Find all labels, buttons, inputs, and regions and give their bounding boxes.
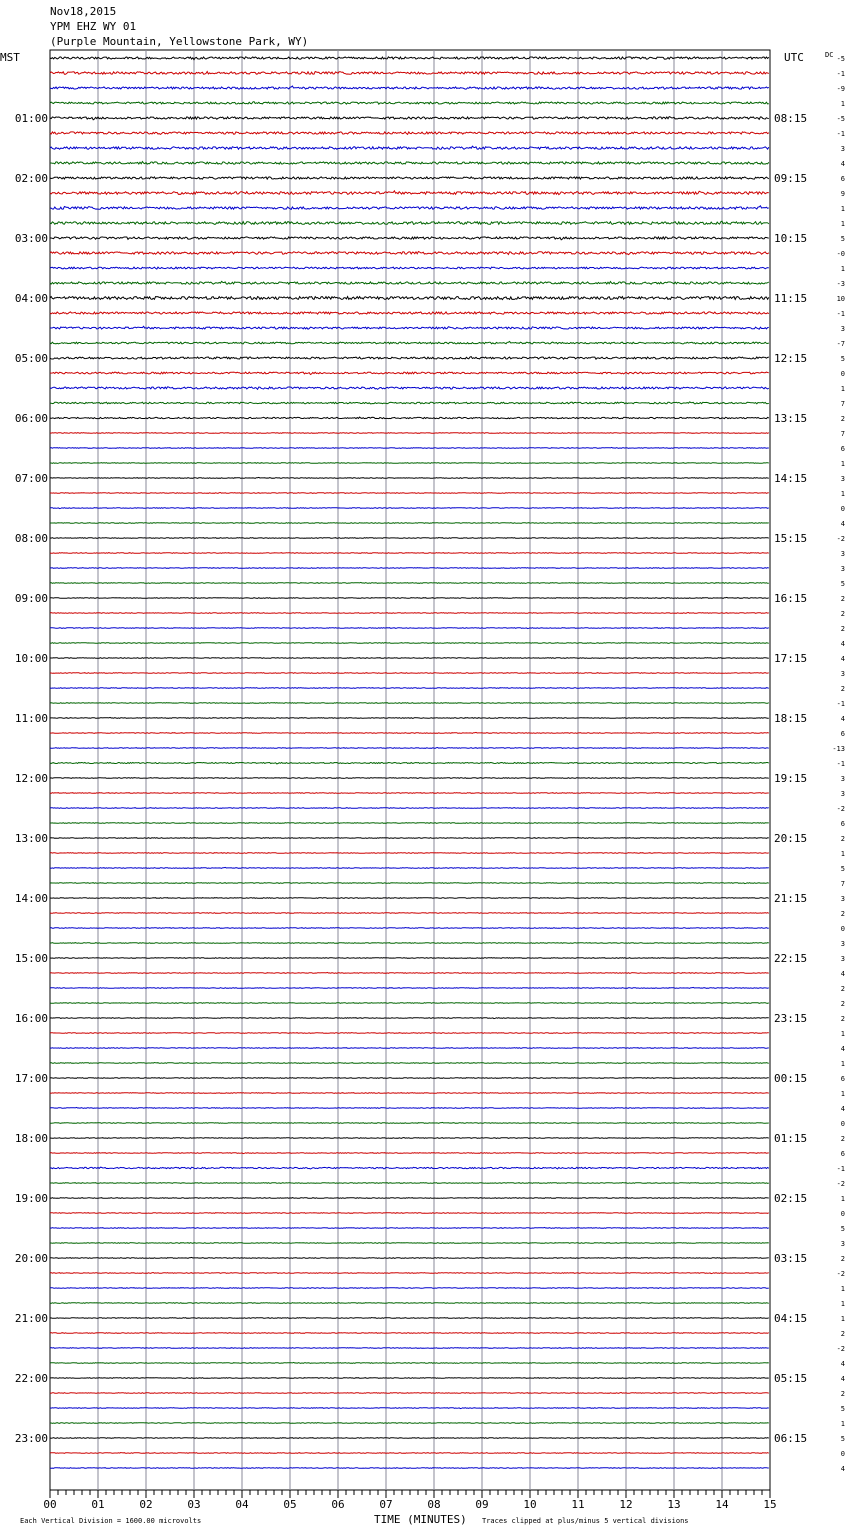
dc-offset-label: 2: [840, 415, 845, 423]
utc-hour-label: 02:15: [774, 1192, 808, 1205]
mst-hour-label: 22:00: [14, 1372, 48, 1385]
seismic-trace-31: [50, 523, 769, 524]
dc-offset-label: 5: [840, 580, 845, 588]
utc-hour-label: 16:15: [774, 592, 808, 605]
seismic-trace-46: [50, 748, 769, 749]
dc-offset-label: 4: [840, 970, 845, 978]
clip-note: Traces clipped at plus/minus 5 vertical divisions: [482, 1517, 689, 1525]
seismic-trace-5: [50, 132, 769, 135]
seismic-trace-20: [50, 357, 769, 360]
seismic-trace-18: [50, 326, 769, 329]
dc-offset-label: 4: [840, 715, 845, 723]
dc-offset-label: 3: [840, 325, 845, 333]
station-label: YPM EHZ WY 01: [50, 20, 137, 33]
dc-offset-label: 1: [840, 1300, 845, 1308]
dc-offset-label: -2: [836, 1270, 845, 1278]
dc-offset-label: -5: [836, 115, 845, 123]
dc-offset-label: 1: [840, 205, 845, 213]
seismic-trace-61: [50, 972, 769, 973]
dc-offset-label: -3: [836, 280, 845, 288]
seismic-trace-40: [50, 658, 769, 659]
utc-hour-label: 18:15: [774, 712, 808, 725]
seismic-trace-30: [50, 508, 769, 509]
dc-offset-label: 0: [840, 1450, 845, 1458]
dc-offset-label: 4: [840, 1465, 845, 1473]
seismic-trace-63: [50, 1003, 769, 1004]
seismic-trace-24: [50, 417, 769, 419]
utc-hour-label: 12:15: [774, 352, 808, 365]
dc-offset-label: 0: [840, 1120, 845, 1128]
dc-offset-label: 5: [840, 235, 845, 243]
mst-hour-label: 21:00: [14, 1312, 48, 1325]
dc-offset-label: 0: [840, 505, 845, 513]
mst-hour-label: 20:00: [14, 1252, 48, 1265]
seismic-trace-34: [50, 568, 769, 569]
x-tick-label: 11: [571, 1498, 585, 1511]
seismic-trace-19: [50, 341, 769, 344]
seismic-trace-79: [50, 1243, 769, 1244]
dc-offset-label: -7: [836, 340, 845, 348]
dc-offset-label: 1: [840, 460, 845, 468]
dc-offset-label: 3: [840, 790, 845, 798]
plot-frame: [50, 50, 770, 1490]
dc-offset-label: 2: [840, 625, 845, 633]
seismic-trace-17: [50, 312, 769, 314]
seismic-trace-3: [50, 102, 769, 105]
seismic-trace-74: [50, 1167, 769, 1169]
seismic-trace-48: [50, 778, 769, 779]
dc-offset-label: 1: [840, 1315, 845, 1323]
trace-layer: [50, 57, 769, 1469]
dc-offset-label: 3: [840, 955, 845, 963]
seismic-trace-59: [50, 943, 769, 944]
seismic-trace-58: [50, 928, 769, 929]
x-tick-label: 12: [619, 1498, 633, 1511]
dc-offset-label: 1: [840, 1090, 845, 1098]
seismic-trace-91: [50, 1423, 769, 1424]
dc-offset-label: 2: [840, 1000, 845, 1008]
seismic-trace-67: [50, 1063, 769, 1064]
dc-offset-label: 7: [840, 400, 845, 408]
utc-hour-label: 22:15: [774, 952, 808, 965]
utc-hour-label: 08:15: [774, 112, 808, 125]
utc-hour-label: 14:15: [774, 472, 808, 485]
dc-offset-label: -9: [836, 85, 845, 93]
mst-hour-label: 13:00: [14, 832, 48, 845]
seismic-trace-29: [50, 493, 769, 494]
dc-offset-label: 2: [840, 1015, 845, 1023]
seismic-trace-15: [50, 281, 769, 284]
seismic-trace-43: [50, 703, 769, 704]
seismic-trace-8: [50, 177, 769, 179]
seismic-trace-92: [50, 1438, 769, 1439]
dc-offset-label: 9: [840, 190, 845, 198]
dc-offset-label: -2: [836, 805, 845, 813]
dc-offset-label: 7: [840, 430, 845, 438]
dc-offset-label: -2: [836, 1345, 845, 1353]
seismic-trace-69: [50, 1093, 769, 1094]
mst-hour-label: 17:00: [14, 1072, 48, 1085]
dc-offset-label: 1: [840, 490, 845, 498]
dc-offset-label: -1: [836, 70, 845, 78]
utc-hour-label: 19:15: [774, 772, 808, 785]
x-tick-label: 14: [715, 1498, 729, 1511]
dc-offset-label: 4: [840, 655, 845, 663]
mst-hour-label: 02:00: [14, 172, 48, 185]
utc-hour-label: 10:15: [774, 232, 808, 245]
dc-offset-label: 5: [840, 865, 845, 873]
seismic-trace-2: [50, 86, 769, 89]
seismic-trace-32: [50, 538, 769, 539]
seismic-trace-87: [50, 1362, 769, 1363]
dc-offset-label: 3: [840, 940, 845, 948]
dc-offset-label: 3: [840, 895, 845, 903]
seismic-trace-23: [50, 402, 769, 404]
seismic-trace-89: [50, 1393, 769, 1394]
x-tick-label: 01: [91, 1498, 105, 1511]
dc-offset-label: -1: [836, 310, 845, 318]
dc-offset-label: -2: [836, 1180, 845, 1188]
seismic-trace-83: [50, 1303, 769, 1304]
seismic-trace-25: [50, 433, 769, 434]
mst-hour-label: 18:00: [14, 1132, 48, 1145]
dc-offset-label: -0: [836, 250, 845, 258]
seismic-trace-45: [50, 732, 769, 733]
seismic-trace-71: [50, 1122, 769, 1123]
seismic-trace-0: [50, 57, 769, 60]
dc-offset-label: -1: [836, 700, 845, 708]
dc-offset-label: 6: [840, 445, 845, 453]
utc-hour-label: 06:15: [774, 1432, 808, 1445]
dc-offset-label: 3: [840, 145, 845, 153]
x-tick-label: 09: [475, 1498, 489, 1511]
dc-offset-label: 1: [840, 1195, 845, 1203]
seismic-trace-4: [50, 117, 769, 120]
seismic-trace-75: [50, 1183, 769, 1184]
seismic-trace-55: [50, 883, 769, 884]
seismic-trace-93: [50, 1453, 769, 1454]
seismic-trace-51: [50, 823, 769, 824]
dc-offset-label: 4: [840, 1105, 845, 1113]
scale-note: Each Vertical Division = 1600.00 microvolts: [20, 1517, 202, 1525]
mst-hour-label: 07:00: [14, 472, 48, 485]
dc-offset-label: 1: [840, 220, 845, 228]
dc-offset-label: 2: [840, 685, 845, 693]
dc-offset-label: 6: [840, 175, 845, 183]
dc-offset-label: 3: [840, 550, 845, 558]
seismic-trace-62: [50, 987, 769, 988]
utc-hour-label: 17:15: [774, 652, 808, 665]
x-tick-label: 15: [763, 1498, 777, 1511]
dc-offset-label: 2: [840, 595, 845, 603]
dc-offset-label: 6: [840, 730, 845, 738]
seismic-trace-35: [50, 582, 769, 583]
seismic-trace-9: [50, 191, 769, 195]
utc-hour-label: 13:15: [774, 412, 808, 425]
seismic-trace-64: [50, 1018, 769, 1019]
dc-offset-label: 7: [840, 880, 845, 888]
dc-offset-label: 2: [840, 835, 845, 843]
mst-hour-label: 11:00: [14, 712, 48, 725]
dc-offset-label: -2: [836, 535, 845, 543]
x-tick-label: 05: [283, 1498, 297, 1511]
x-tick-label: 13: [667, 1498, 681, 1511]
dc-offset-label: 1: [840, 385, 845, 393]
seismic-trace-72: [50, 1138, 769, 1139]
dc-offset-label: 4: [840, 1045, 845, 1053]
dc-offset-label: 6: [840, 1150, 845, 1158]
seismic-trace-81: [50, 1273, 769, 1274]
label-layer: [15, 55, 845, 1511]
dc-offset-label: 5: [840, 355, 845, 363]
seismic-trace-73: [50, 1153, 769, 1154]
seismic-trace-86: [50, 1348, 769, 1349]
seismic-trace-16: [50, 297, 769, 300]
utc-hour-label: 15:15: [774, 532, 808, 545]
utc-hour-label: 11:15: [774, 292, 808, 305]
dc-offset-label: 6: [840, 820, 845, 828]
x-axis-title: TIME (MINUTES): [374, 1513, 467, 1526]
x-tick-label: 02: [139, 1498, 153, 1511]
dc-offset-label: 0: [840, 1210, 845, 1218]
seismic-trace-44: [50, 717, 769, 718]
seismic-trace-33: [50, 553, 769, 554]
seismic-trace-60: [50, 958, 769, 959]
location-label: (Purple Mountain, Yellowstone Park, WY): [50, 35, 309, 48]
mst-hour-label: 16:00: [14, 1012, 48, 1025]
mst-hour-label: 19:00: [14, 1192, 48, 1205]
dc-offset-label: -1: [836, 130, 845, 138]
dc-offset-label: 2: [840, 1135, 845, 1143]
seismic-trace-28: [50, 477, 769, 478]
seismic-trace-94: [50, 1468, 769, 1469]
seismic-trace-50: [50, 808, 769, 809]
seismic-trace-52: [50, 837, 769, 838]
utc-hour-label: 21:15: [774, 892, 808, 905]
dc-offset-label: 1: [840, 100, 845, 108]
seismic-trace-70: [50, 1107, 769, 1108]
seismic-trace-12: [50, 237, 769, 240]
dc-offset-label: 3: [840, 670, 845, 678]
x-tick-label: 03: [187, 1498, 201, 1511]
x-tick-label: 08: [427, 1498, 441, 1511]
dc-offset-label: -1: [836, 1165, 845, 1173]
dc-offset-label: 4: [840, 640, 845, 648]
dc-offset-label: 4: [840, 1360, 845, 1368]
seismic-trace-66: [50, 1048, 769, 1049]
seismic-trace-82: [50, 1288, 769, 1289]
utc-hour-label: 09:15: [774, 172, 808, 185]
mst-hour-label: 08:00: [14, 532, 48, 545]
seismic-trace-14: [50, 267, 769, 269]
mst-hour-label: 12:00: [14, 772, 48, 785]
dc-offset-label: 2: [840, 985, 845, 993]
mst-hour-label: 14:00: [14, 892, 48, 905]
mst-hour-label: 05:00: [14, 352, 48, 365]
seismic-trace-41: [50, 673, 769, 674]
seismic-trace-42: [50, 688, 769, 689]
seismic-trace-21: [50, 372, 769, 374]
dc-offset-label: 1: [840, 850, 845, 858]
dc-offset-label: 1: [840, 1030, 845, 1038]
dc-offset-label: 4: [840, 520, 845, 528]
utc-hour-label: 05:15: [774, 1372, 808, 1385]
dc-offset-label: 1: [840, 1420, 845, 1428]
seismic-trace-85: [50, 1333, 769, 1334]
dc-offset-label: 5: [840, 1225, 845, 1233]
dc-offset-label: 4: [840, 1375, 845, 1383]
dc-offset-label: 1: [840, 1285, 845, 1293]
seismic-trace-77: [50, 1213, 769, 1214]
mst-hour-label: 01:00: [14, 112, 48, 125]
seismic-trace-10: [50, 206, 769, 210]
seismic-trace-11: [50, 221, 769, 224]
seismic-trace-57: [50, 913, 769, 914]
dc-offset-label: 6: [840, 1075, 845, 1083]
dc-offset-label: -5: [836, 55, 845, 63]
dc-offset-label: 10: [836, 295, 845, 303]
dc-offset-label: -13: [832, 745, 845, 753]
dc-offset-label: 1: [840, 1060, 845, 1068]
seismic-trace-49: [50, 793, 769, 794]
seismic-trace-54: [50, 867, 769, 868]
mst-axis-label: MST: [0, 51, 20, 64]
seismic-trace-22: [50, 387, 769, 390]
utc-hour-label: 03:15: [774, 1252, 808, 1265]
dc-offset-label: 5: [840, 1405, 845, 1413]
seismic-trace-90: [50, 1408, 769, 1409]
dc-offset-label: 3: [840, 1240, 845, 1248]
dc-offset-label: 0: [840, 370, 845, 378]
dc-offset-label: 2: [840, 1390, 845, 1398]
mst-hour-label: 23:00: [14, 1432, 48, 1445]
utc-hour-label: 01:15: [774, 1132, 808, 1145]
seismic-trace-1: [50, 72, 769, 75]
dc-offset-label: 2: [840, 1255, 845, 1263]
dc-offset-label: 3: [840, 475, 845, 483]
dc-offset-label: 3: [840, 565, 845, 573]
seismic-trace-6: [50, 146, 769, 149]
seismic-trace-56: [50, 898, 769, 899]
dc-offset-label: 2: [840, 610, 845, 618]
mst-hour-label: 10:00: [14, 652, 48, 665]
seismic-trace-80: [50, 1257, 769, 1258]
mst-hour-label: 03:00: [14, 232, 48, 245]
utc-axis-label: UTC: [784, 51, 804, 64]
utc-hour-label: 20:15: [774, 832, 808, 845]
dc-offset-label: 1: [840, 265, 845, 273]
date-label: Nov18,2015: [50, 5, 117, 18]
seismic-trace-76: [50, 1198, 769, 1199]
dc-offset-label: 0: [840, 925, 845, 933]
seismic-trace-84: [50, 1318, 769, 1319]
seismic-trace-27: [50, 463, 769, 464]
x-tick-label: 07: [379, 1498, 393, 1511]
seismic-trace-53: [50, 853, 769, 854]
dc-offset-label: 5: [840, 1435, 845, 1443]
seismic-trace-78: [50, 1227, 769, 1228]
dc-offset-label: 2: [840, 1330, 845, 1338]
utc-hour-label: 23:15: [774, 1012, 808, 1025]
mst-hour-label: 09:00: [14, 592, 48, 605]
mst-hour-label: 06:00: [14, 412, 48, 425]
mst-hour-label: 04:00: [14, 292, 48, 305]
seismic-trace-38: [50, 628, 769, 629]
utc-hour-label: 04:15: [774, 1312, 808, 1325]
seismic-trace-26: [50, 447, 769, 448]
dc-offset-label: 2: [840, 910, 845, 918]
seismic-trace-13: [50, 252, 769, 255]
seismic-trace-39: [50, 643, 769, 644]
x-tick-label: 04: [235, 1498, 249, 1511]
seismic-trace-47: [50, 763, 769, 764]
seismic-trace-7: [50, 162, 769, 165]
dc-offset-label: 4: [840, 160, 845, 168]
utc-hour-label: 00:15: [774, 1072, 808, 1085]
dc-offset-label: 3: [840, 775, 845, 783]
x-tick-label: 10: [523, 1498, 537, 1511]
seismic-trace-36: [50, 597, 769, 598]
seismic-trace-68: [50, 1078, 769, 1079]
x-tick-label: 00: [43, 1498, 57, 1511]
dc-axis-label: DC: [825, 51, 834, 59]
dc-offset-label: -1: [836, 760, 845, 768]
seismic-trace-88: [50, 1377, 769, 1378]
mst-hour-label: 15:00: [14, 952, 48, 965]
x-tick-label: 06: [331, 1498, 345, 1511]
seismic-trace-37: [50, 613, 769, 614]
seismic-trace-65: [50, 1033, 769, 1034]
